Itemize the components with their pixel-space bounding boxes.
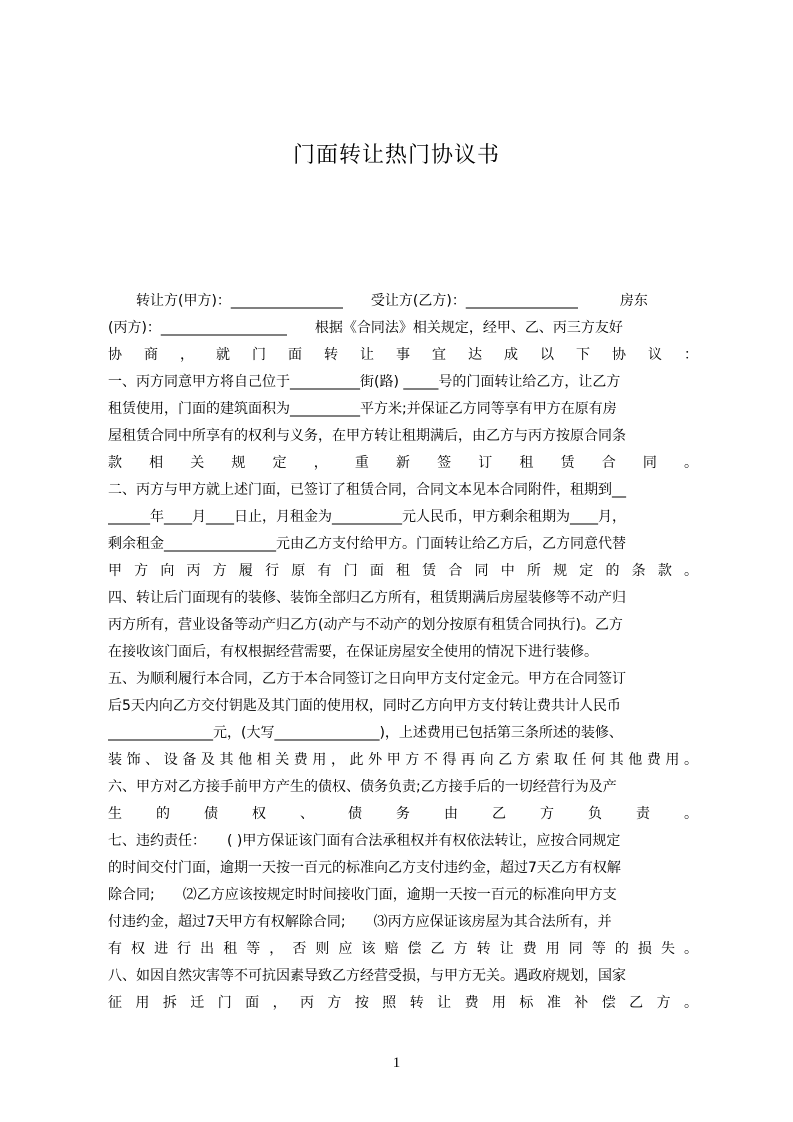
body-line: 后5天内向乙方交付钥匙及其门面的使用权，同时乙方向甲方支付转让费共计人民币 [108,698,621,714]
body-line: ______年____月____日止，月租金为__________元人民币，甲方剩余租期为____月， [108,509,626,525]
body-line: (丙方)：__________________ 根据《合同法》相关规定，经甲、乙、丙三方友好 [108,320,623,336]
body-line: 甲方向丙方履行原有门面租赁合同中所规定的条款。 [108,563,698,579]
body-line: 租赁使用，门面的建筑面积为__________平方米;并保证乙方同等享有甲方在原有房 [108,401,617,417]
body-line: 付违约金，超过7天甲方有权解除合同; ⑶丙方应保证该房屋为其合法所有，并 [108,914,612,930]
body-line: 屋租赁合同中所享有的权利与义务，在甲方转让租期满后，由乙方与丙方按原合同条 [108,428,626,444]
body-line: 五、为顺利履行本合同，乙方于本合同签订之日向甲方支付定金元。甲方在合同签订 [108,671,626,687]
body-line: 丙方所有，营业设备等动产归乙方(动产与不动产的划分按原有租赁合同执行)。乙方 [108,617,623,633]
body-line: 生的债权、债务由乙方负责。 [108,806,698,822]
body-line: 装饰、设备及其他相关费用，此外甲方不得再向乙方索取任何其他费用。 [108,752,698,768]
body-line: 剩余租金________________元由乙方支付给甲方。门面转让给乙方后，乙方同意代替 [108,536,626,552]
body-line: 款相关规定，重新签订租赁合同。 [108,455,698,471]
page-title: 门面转让热门协议书 [292,143,500,168]
body-line: 转让方(甲方)：________________ 受让方(乙方)：________________ 房东 [108,293,648,309]
body-line: 有权进行出租等，否则应该赔偿乙方转让费用同等的损失。 [108,941,698,957]
body-line: 二、丙方与甲方就上述门面，已签订了租赁合同，合同文本见本合同附件，租期到__ [108,482,626,498]
body-line: 四、转让后门面现有的装修、装饰全部归乙方所有，租赁期满后房屋装修等不动产归 [108,590,626,606]
body-line: 六、甲方对乙方接手前甲方产生的债权、债务负责;乙方接手后的一切经营行为及产 [108,779,617,795]
body-line: 一、丙方同意甲方将自己位于__________街(路) _____号的门面转让给乙方，让乙方 [108,374,621,390]
body-line: 征用拆迁门面，丙方按照转让费用标准补偿乙方。 [108,995,698,1011]
body-line: 在接收该门面后，有权根据经营需要，在保证房屋安全使用的情况下进行装修。 [108,644,598,660]
body-line: _______________元，(大写_______________)，上述费用已包括第三条所述的装修、 [108,725,623,741]
body-line: 七、违约责任： ( )甲方保证该门面有合法承租权并有权依法转让，应按合同规定 [108,833,621,849]
body-line: 八、如因自然灾害等不可抗因素导致乙方经营受损，与甲方无关。遇政府规划，国家 [108,968,626,984]
body-line: 协商，就门面转让事宜达成以下协议： [108,347,698,363]
body-line: 的时间交付门面，逾期一天按一百元的标准向乙方支付违约金，超过7天乙方有权解 [108,860,621,876]
body-line: 除合同; ⑵乙方应该按规定时时间接收门面，逾期一天按一百元的标准向甲方支 [108,887,617,903]
document-body [108,288,698,1017]
page-number: 1 [392,1055,401,1071]
